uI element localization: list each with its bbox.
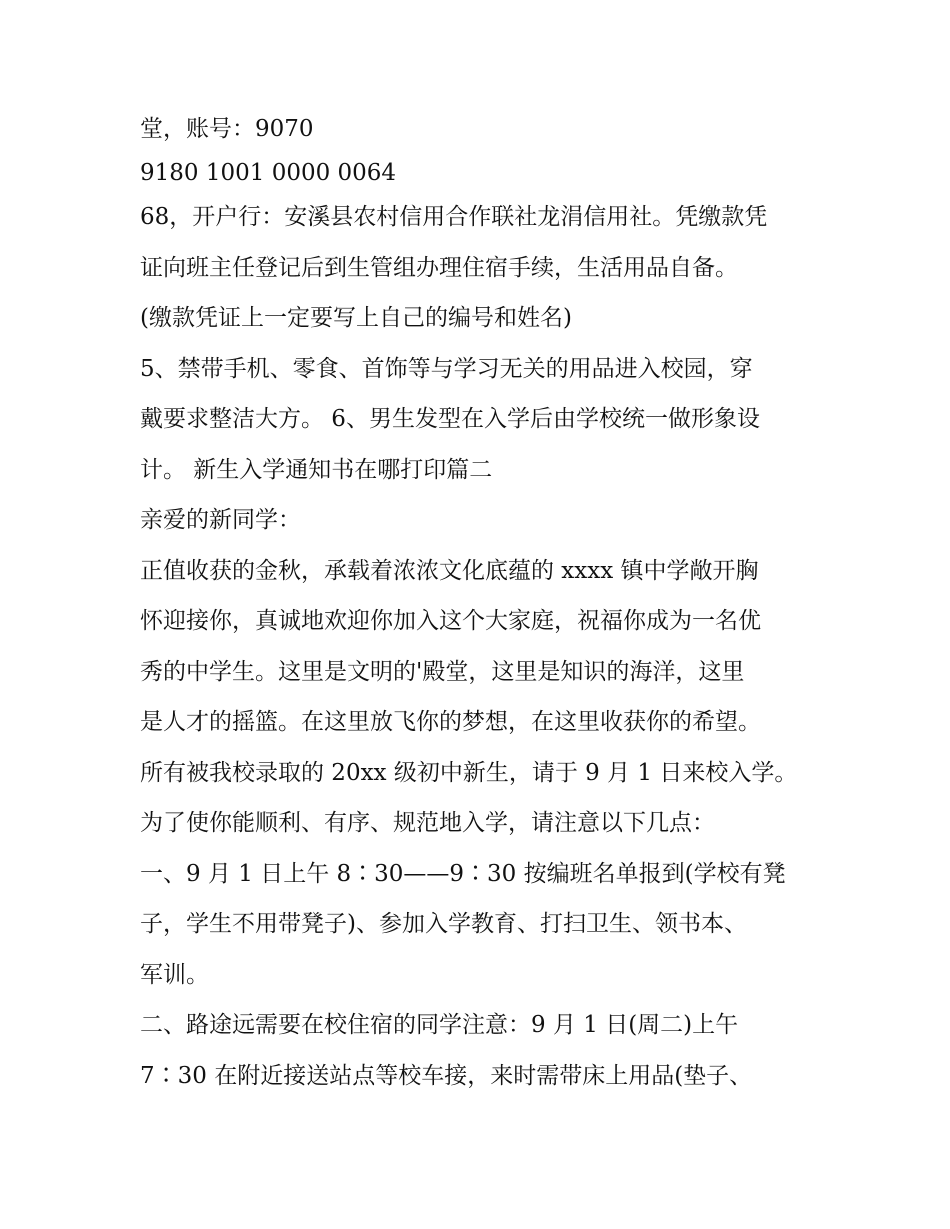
text-line: 9180 1001 0000 0064	[140, 160, 397, 186]
text-line: 是人才的摇篮。在这里放飞你的梦想，在这里收获你的希望。	[140, 709, 761, 735]
text-line: 证向班主任登记后到生管组办理住宿手续，生活用品自备。	[140, 254, 738, 281]
text-line: 军训。	[140, 961, 209, 988]
text-line: 68，开户行：安溪县农村信用合作联社龙涓信用社。凭缴款凭	[140, 204, 768, 230]
text-line: 二、路途远需要在校住宿的同学注意：9 月 1 日(周二)上午	[140, 1012, 739, 1038]
text-line: 秀的中学生。这里是文明的'殿堂，这里是知识的海洋，这里	[140, 658, 745, 685]
text-line: 子，学生不用带凳子)、参加入学教育、打扫卫生、领书本、	[140, 911, 747, 937]
text-line: 所有被我校录取的 20xx 级初中新生，请于 9 月 1 日来校入学。	[140, 759, 798, 786]
text-line: 7∶30 在附近接送站点等校车接，来时需带床上用品(垫子、	[140, 1062, 753, 1089]
text-line: 怀迎接你，真诚地欢迎你加入这个大家庭，祝福你成为一名优	[140, 608, 761, 634]
text-line: (缴款凭证上一定要写上自己的编号和姓名)	[140, 305, 572, 331]
text-line: 计。 新生入学通知书在哪打印篇二	[140, 456, 493, 483]
text-line: 正值收获的金秋，承载着浓浓文化底蕴的 xxxx 镇中学敞开胸	[140, 557, 759, 584]
text-line: 5、禁带手机、零食、首饰等与学习无关的用品进入校园，穿	[140, 355, 753, 382]
text-line: 一、9 月 1 日上午 8∶30——9∶30 按编班名单报到(学校有凳	[140, 860, 786, 887]
text-line: 戴要求整洁大方。 6、男生发型在入学后由学校统一做形象设	[140, 406, 760, 432]
document-body	[140, 108, 840, 1105]
text-line: 亲爱的新同学：	[140, 507, 301, 533]
text-line: 为了使你能顺利、有序、规范地入学，请注意以下几点：	[140, 810, 715, 836]
text-line: 堂，账号：9070	[140, 116, 314, 142]
